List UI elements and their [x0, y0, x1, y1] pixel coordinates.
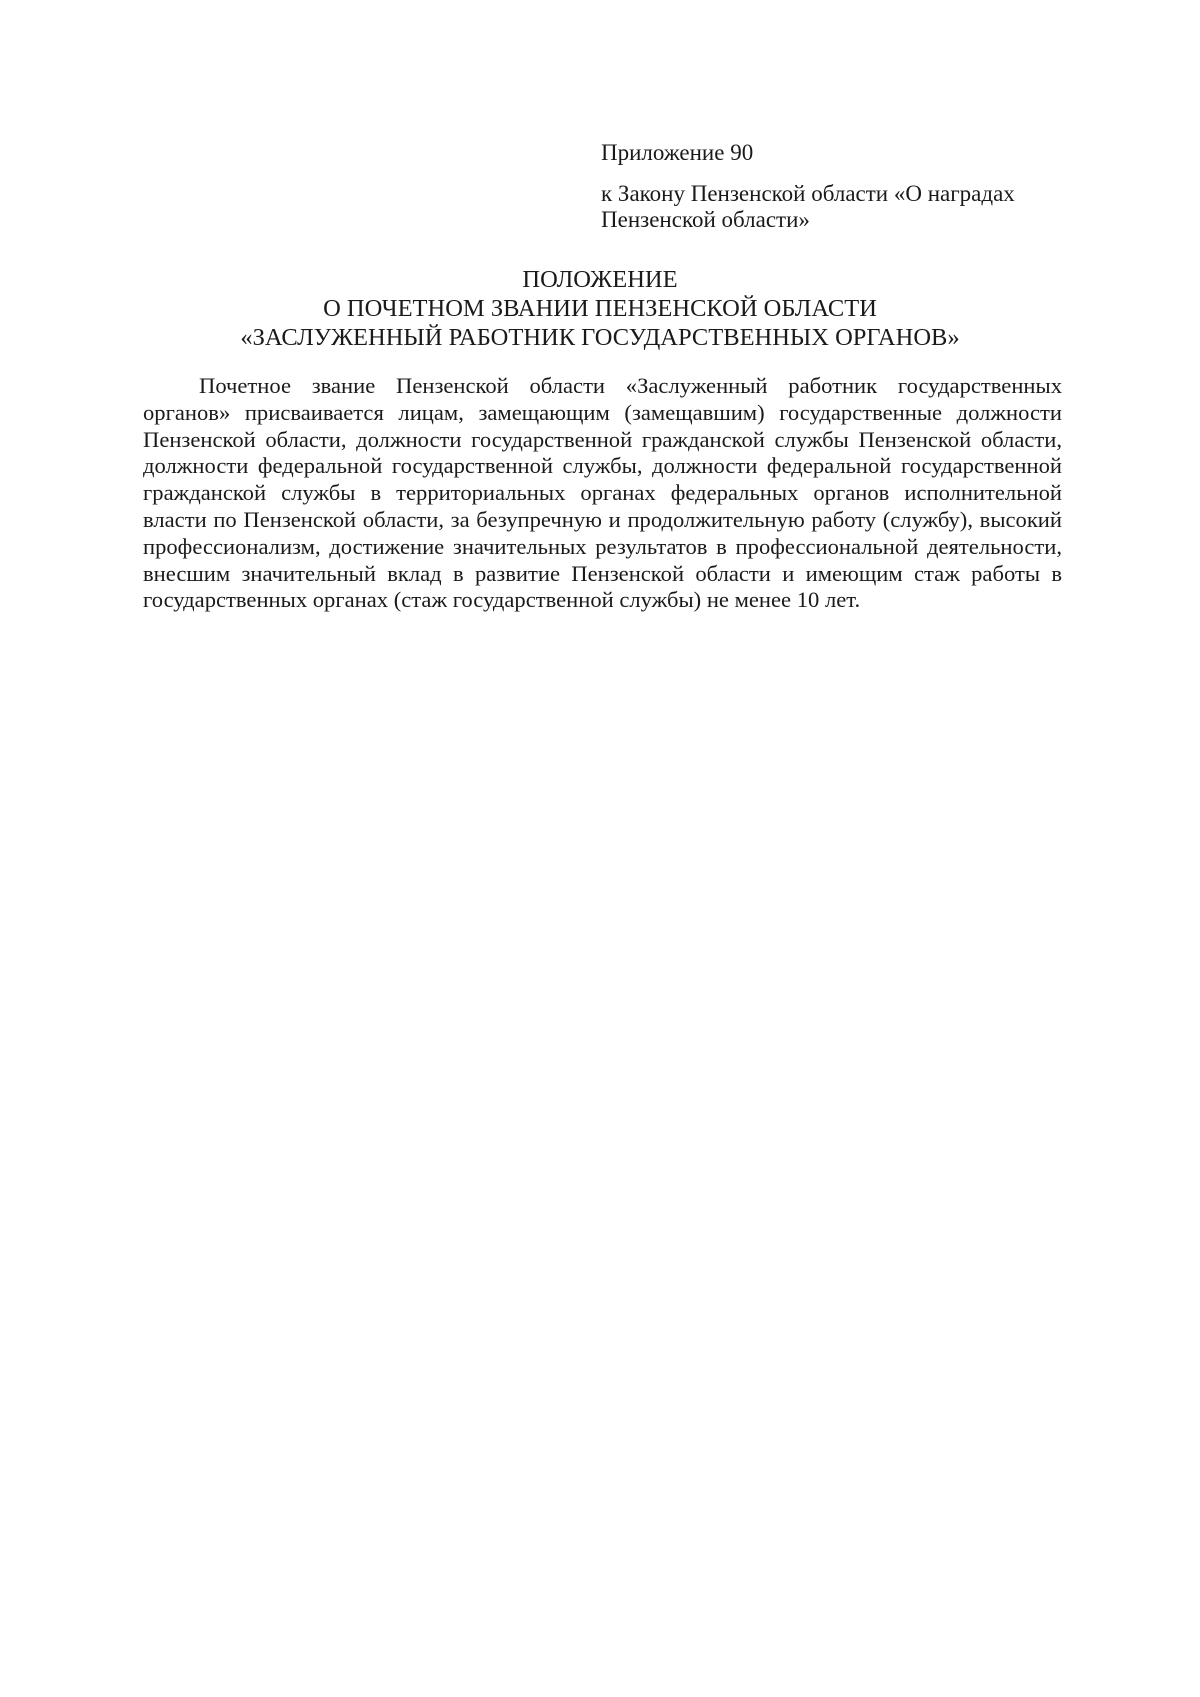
title-line-2: О ПОЧЕТНОМ ЗВАНИИ ПЕНЗЕНСКОЙ ОБЛАСТИ: [323, 295, 877, 322]
title-line-1: ПОЛОЖЕНИЕ: [522, 266, 678, 293]
appendix-reference: к Закону Пензенской области «О наградах Пензенской области»: [601, 181, 1015, 232]
appendix-block: [601, 140, 1061, 233]
document-title: [130, 265, 1070, 352]
body-paragraph: Почетное звание Пензенской области «Заслуженный работник государственных органов» присваивается лицам, замещающим (замещавшим) государственные должности Пензенской области, должности государственной гражданской службы Пензенской области, должности федеральной государственной службы, должности федеральной государственной гражданской службы в территориальных органах федеральных органов исполнительной власти по Пензенской области, за безупречную и продолжительную работу (службу), высокий профессионализм, достижение значительных результатов в профессиональной деятельности, внесшим значительный вклад в развитие Пензенской области и имеющим стаж работы в государственных органах (стаж государственной службы) не менее 10 лет.: [143, 373, 1062, 613]
appendix-number: Приложение 90: [601, 140, 754, 165]
title-line-3: «ЗАСЛУЖЕННЫЙ РАБОТНИК ГОСУДАРСТВЕННЫХ ОРГАНОВ»: [240, 324, 960, 351]
